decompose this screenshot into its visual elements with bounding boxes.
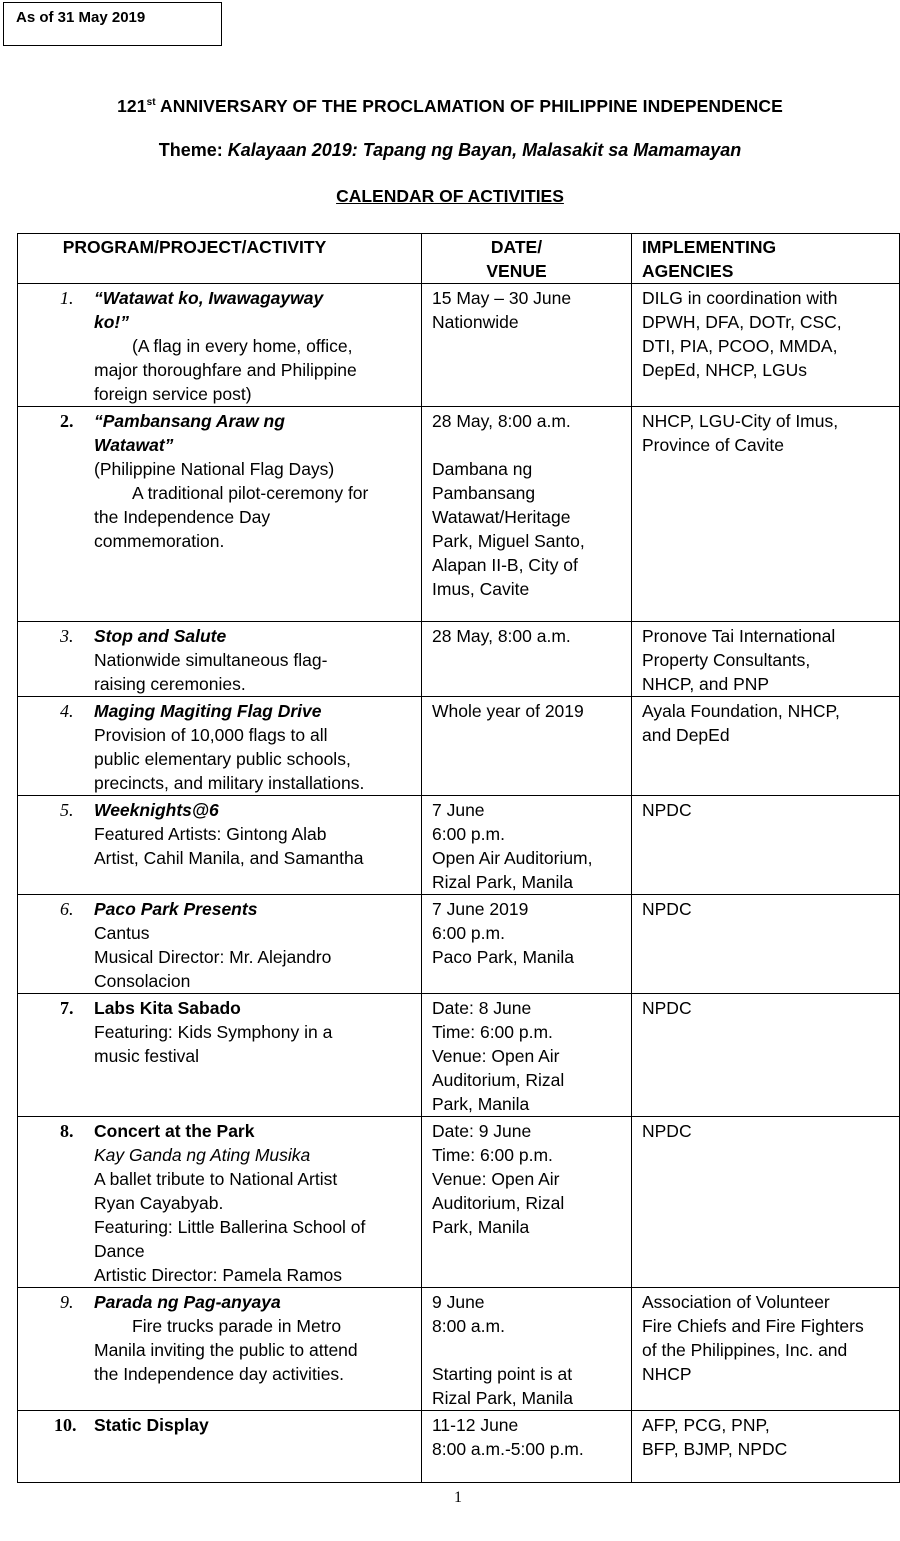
table-row (18, 1288, 900, 1411)
activity-title: “Pambansang Araw ng (94, 411, 285, 431)
item-number: 5. (60, 800, 74, 820)
activity-desc: Ryan Cayabyab. (94, 1193, 224, 1213)
activity-desc: Consolacion (94, 971, 191, 991)
table-row (18, 1411, 900, 1483)
item-number: 9. (60, 1292, 74, 1312)
activity-title: Parada ng Pag-anyaya (94, 1292, 281, 1312)
activity-desc: the Independence day activities. (94, 1364, 345, 1384)
activity-desc: precincts, and military installations. (94, 773, 365, 793)
table-row (18, 796, 900, 895)
date-venue-cell: Date: 9 June Time: 6:00 p.m. Venue: Open Air Auditorium, Rizal Park, Manila (422, 1117, 632, 1288)
page-number: 1 (454, 1489, 462, 1506)
header-date-venue: DATE/ VENUE (422, 234, 632, 284)
activity-title: “Watawat ko, Iwawagayway (94, 288, 324, 308)
calendar-heading: CALENDAR OF ACTIVITIES (336, 186, 564, 206)
program-cell (18, 1411, 422, 1483)
activity-title-cont: Watawat” (94, 435, 174, 455)
activity-title: Concert at the Park (94, 1121, 255, 1141)
activity-desc: Musical Director: Mr. Alejandro (94, 947, 332, 967)
activity-desc: foreign service post) (94, 384, 252, 404)
item-number: 10. (54, 1415, 77, 1435)
theme-text: Kalayaan 2019: Tapang ng Bayan, Malasakit sa Mamamayan (227, 140, 742, 160)
table-row (18, 407, 900, 622)
activity-desc: Featuring: Little Ballerina School of (94, 1217, 366, 1237)
activity-desc: the Independence Day (94, 507, 271, 527)
activity-desc: Dance (94, 1241, 145, 1261)
program-cell (18, 895, 422, 994)
agencies-cell: NPDC (632, 994, 900, 1117)
header-agencies: IMPLEMENTING AGENCIES (632, 234, 900, 284)
table-row (18, 622, 900, 697)
date-venue-cell: 28 May, 8:00 a.m. (422, 622, 632, 697)
activity-desc: major thoroughfare and Philippine (94, 360, 357, 380)
program-cell (18, 407, 422, 622)
date-venue-cell: 7 June 2019 6:00 p.m. Paco Park, Manila (422, 895, 632, 994)
title-rest: ANNIVERSARY OF THE PROCLAMATION OF PHILIPPINE INDEPENDENCE (155, 96, 783, 116)
table-row (18, 697, 900, 796)
activity-desc: Cantus (94, 923, 150, 943)
table-row (18, 284, 900, 407)
agencies-cell: Pronove Tai International Property Consultants, NHCP, and PNP (632, 622, 900, 697)
activity-desc: Manila inviting the public to attend (94, 1340, 358, 1360)
agencies-cell: NHCP, LGU-City of Imus, Province of Cavite (632, 407, 900, 622)
activity-desc: (A flag in every home, office, (132, 336, 353, 356)
activity-desc: Fire trucks parade in Metro (132, 1316, 342, 1336)
agencies-cell: Ayala Foundation, NHCP, and DepEd (632, 697, 900, 796)
date-venue-cell: 11-12 June 8:00 a.m.-5:00 p.m. (422, 1411, 632, 1483)
agencies-cell: AFP, PCG, PNP, BFP, BJMP, NPDC (632, 1411, 900, 1483)
program-cell (18, 697, 422, 796)
title-ordinal-suffix: st (146, 97, 156, 109)
activity-desc: public elementary public schools, (94, 749, 351, 769)
agencies-cell: NPDC (632, 796, 900, 895)
activity-title: Maging Magiting Flag Drive (94, 701, 322, 721)
activity-desc: (Philippine National Flag Days) (94, 459, 335, 479)
activity-desc: Featuring: Kids Symphony in a (94, 1022, 333, 1042)
item-number: 1. (60, 288, 74, 308)
activity-desc: Nationwide simultaneous flag- (94, 650, 328, 670)
program-cell (18, 622, 422, 697)
calendar-table (17, 233, 900, 1483)
activity-title: Static Display (94, 1415, 209, 1435)
item-number: 8. (60, 1121, 74, 1141)
activity-desc: Artistic Director: Pamela Ramos (94, 1265, 342, 1285)
date-venue-cell: Whole year of 2019 (422, 697, 632, 796)
document-title (0, 96, 900, 117)
table-row (18, 895, 900, 994)
agencies-cell: Association of Volunteer Fire Chiefs and Fire Fighters of the Philippines, Inc. and NHCP (632, 1288, 900, 1411)
date-venue-cell: Date: 8 June Time: 6:00 p.m. Venue: Open Air Auditorium, Rizal Park, Manila (422, 994, 632, 1117)
program-cell (18, 1117, 422, 1288)
program-cell (18, 284, 422, 407)
activity-subtitle: Kay Ganda ng Ating Musika (94, 1145, 311, 1165)
activity-desc: Artist, Cahil Manila, and Samantha (94, 848, 364, 868)
program-cell (18, 994, 422, 1117)
date-venue-cell: 28 May, 8:00 a.m. Dambana ng Pambansang Watawat/Heritage Park, Miguel Santo, Alapan II-B, City of Imus, Cavite (422, 407, 632, 622)
agencies-cell: NPDC (632, 895, 900, 994)
activity-desc: commemoration. (94, 531, 225, 551)
table-row (18, 1117, 900, 1288)
activity-desc: A ballet tribute to National Artist (94, 1169, 338, 1189)
activity-title: Labs Kita Sabado (94, 998, 241, 1018)
item-number: 6. (60, 899, 74, 919)
agencies-cell: DILG in coordination with DPWH, DFA, DOTr, CSC, DTI, PIA, PCOO, MMDA, DepEd, NHCP, LGUs (632, 284, 900, 407)
activity-title: Paco Park Presents (94, 899, 258, 919)
as-of-date-box: As of 31 May 2019 (3, 2, 222, 46)
header-program: PROGRAM/PROJECT/ACTIVITY (18, 234, 422, 284)
title-prefix: 121 (117, 96, 147, 116)
activity-desc: Provision of 10,000 flags to all (94, 725, 328, 745)
date-venue-cell: 15 May – 30 June Nationwide (422, 284, 632, 407)
program-cell (18, 796, 422, 895)
item-number: 7. (60, 998, 74, 1018)
activity-title-cont: ko!” (94, 312, 129, 332)
theme-label: Theme: (158, 140, 228, 160)
agencies-cell: NPDC (632, 1117, 900, 1288)
activity-desc: raising ceremonies. (94, 674, 246, 694)
activity-desc: music festival (94, 1046, 200, 1066)
item-number: 3. (60, 626, 74, 646)
date-venue-cell: 7 June 6:00 p.m. Open Air Auditorium, Rizal Park, Manila (422, 796, 632, 895)
theme-line (0, 140, 900, 161)
table-header-row (18, 234, 900, 284)
date-venue-cell: 9 June 8:00 a.m. Starting point is at Rizal Park, Manila (422, 1288, 632, 1411)
activity-title: Weeknights@6 (94, 800, 219, 820)
program-cell (18, 1288, 422, 1411)
item-number: 4. (60, 701, 74, 721)
item-number: 2. (60, 411, 74, 431)
table-row (18, 994, 900, 1117)
activity-title: Stop and Salute (94, 626, 227, 646)
activity-desc: Featured Artists: Gintong Alab (94, 824, 327, 844)
activity-desc: A traditional pilot-ceremony for (132, 483, 369, 503)
